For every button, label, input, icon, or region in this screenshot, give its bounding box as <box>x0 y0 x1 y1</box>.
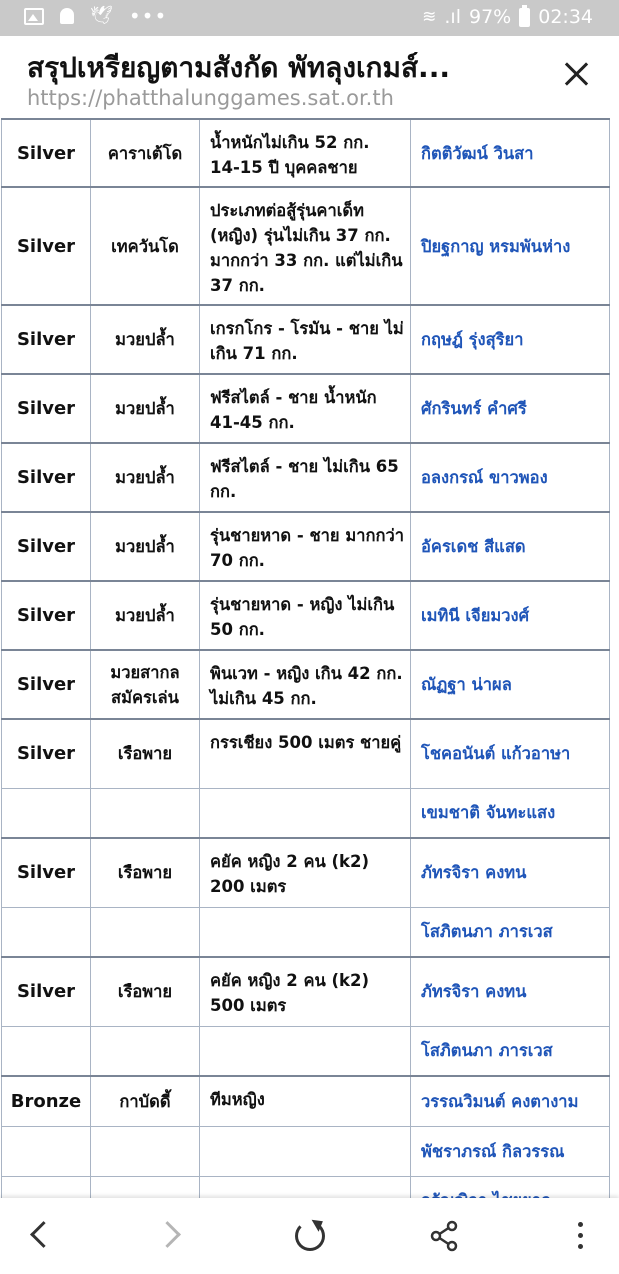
table-row <box>2 443 610 512</box>
sport-cell: มวยปล้ำ <box>91 374 200 443</box>
sport-cell: คาราเต้โด <box>91 119 200 187</box>
bottom-nav-bar <box>0 1198 619 1274</box>
athlete-link[interactable]: อัครเดช สีแสด <box>411 512 610 581</box>
athlete-link[interactable]: ณัฏฐา น่าผล <box>411 650 610 719</box>
table-row <box>2 119 610 187</box>
table-row <box>2 374 610 443</box>
battery-icon <box>519 8 530 27</box>
forward-arrow-icon[interactable] <box>152 1216 192 1256</box>
sport-cell: กาบัดดี้ <box>91 1076 200 1126</box>
table-row <box>2 581 610 650</box>
table-row <box>2 650 610 719</box>
medal-cell <box>2 1026 91 1076</box>
medal-cell: Silver <box>2 512 91 581</box>
sport-cell: เทควันโด <box>91 187 200 305</box>
more-vertical-icon[interactable] <box>560 1216 600 1256</box>
event-cell: รุ่นชายหาด - ชาย มากกว่า 70 กก. <box>200 512 411 581</box>
table-row <box>2 187 610 305</box>
athlete-link[interactable]: ปิยฐกาญ หรมพันห่าง <box>411 187 610 305</box>
image-icon <box>24 8 44 25</box>
athlete-link[interactable]: เมทินี เจียมวงศ์ <box>411 581 610 650</box>
event-cell: คยัค หญิง 2 คน (k2) 500 เมตร <box>200 957 411 1026</box>
medal-cell: Silver <box>2 119 91 187</box>
back-arrow-icon[interactable] <box>20 1216 60 1256</box>
table-row <box>2 1026 610 1076</box>
table-row <box>2 719 610 788</box>
battery-percent: 97% <box>469 6 512 28</box>
sport-cell: เรือพาย <box>91 957 200 1026</box>
athlete-link[interactable]: กิตติวัฒน์ วินสา <box>411 119 610 187</box>
clock: 02:34 <box>538 6 593 28</box>
sport-cell <box>91 1126 200 1176</box>
medal-cell <box>2 788 91 838</box>
athlete-link[interactable]: ภัทรจิรา คงทน <box>411 957 610 1026</box>
reload-icon[interactable] <box>290 1216 330 1256</box>
medal-cell: Silver <box>2 957 91 1026</box>
medal-cell: Silver <box>2 305 91 374</box>
page-content[interactable] <box>0 118 619 1198</box>
sport-cell: มวยปล้ำ <box>91 512 200 581</box>
table-row <box>2 838 610 907</box>
status-bar-notifications <box>24 6 167 26</box>
event-cell: พินเวท - หญิง เกิน 42 กก. ไม่เกิน 45 กก. <box>200 650 411 719</box>
event-cell: ฟรีสไตล์ - ชาย ไม่เกิน 65 กก. <box>200 443 411 512</box>
signal-icon: .ıl <box>444 6 461 28</box>
medal-cell: Silver <box>2 187 91 305</box>
athlete-link[interactable]: วรรณวิมนต์ คงตางาม <box>411 1076 610 1126</box>
event-cell: น้ำหนักไม่เกิน 52 กก. 14-15 ปี บุคคลชาย <box>200 119 411 187</box>
more-dots-icon: ••• <box>128 4 168 28</box>
medal-cell <box>2 1126 91 1176</box>
event-cell <box>200 1026 411 1076</box>
share-icon[interactable] <box>425 1216 465 1256</box>
custom-tab-header <box>0 36 619 118</box>
sport-cell <box>91 907 200 957</box>
medal-cell: Silver <box>2 374 91 443</box>
close-icon[interactable] <box>559 56 595 92</box>
event-cell: ฟรีสไตล์ - ชาย น้ำหนัก 41-45 กก. <box>200 374 411 443</box>
table-row <box>2 305 610 374</box>
table-row <box>2 907 610 957</box>
athlete-link[interactable]: โชคอนันต์ แก้วอาษา <box>411 719 610 788</box>
athlete-link[interactable]: ศักรินทร์ คำศรี <box>411 374 610 443</box>
sport-cell: มวยปล้ำ <box>91 443 200 512</box>
medal-cell: Silver <box>2 581 91 650</box>
sport-cell: มวยปล้ำ <box>91 305 200 374</box>
athlete-link[interactable]: ภัทรจิรา คงทน <box>411 838 610 907</box>
sport-cell <box>91 788 200 838</box>
bell-icon <box>60 8 74 24</box>
status-bar-system <box>422 6 593 28</box>
sport-cell: มวยสากลสมัครเล่น <box>91 650 200 719</box>
medal-cell: Silver <box>2 443 91 512</box>
athlete-link[interactable]: กฤษฎ์ รุ่งสุริยา <box>411 305 610 374</box>
sport-cell: มวยปล้ำ <box>91 581 200 650</box>
athlete-link[interactable]: พัชราภรณ์ กิลวรรณ <box>411 1126 610 1176</box>
page-title: สรุปเหรียญตามสังกัด พัทลุงเกมส์... <box>27 51 450 84</box>
event-cell: ประเภทต่อสู้รุ่นคาเด็ท (หญิง) รุ่นไม่เกิน 37 กก. มากกว่า 33 กก. แต่ไม่เกิน 37 กก. <box>200 187 411 305</box>
event-cell: รุ่นชายหาด - หญิง ไม่เกิน 50 กก. <box>200 581 411 650</box>
athlete-link[interactable]: โสภิตนภา ภารเวส <box>411 1026 610 1076</box>
event-cell: เกรกโกร - โรมัน - ชาย ไม่เกิน 71 กก. <box>200 305 411 374</box>
medal-table <box>1 118 610 1227</box>
table-row <box>2 957 610 1026</box>
event-cell: ทีมหญิง <box>200 1076 411 1126</box>
medal-cell: Silver <box>2 838 91 907</box>
event-cell: คยัค หญิง 2 คน (k2) 200 เมตร <box>200 838 411 907</box>
event-cell <box>200 788 411 838</box>
medal-cell: Silver <box>2 719 91 788</box>
wifi-icon: ≋ <box>422 7 437 27</box>
table-row <box>2 1126 610 1176</box>
athlete-link[interactable]: โสภิตนภา ภารเวส <box>411 907 610 957</box>
medal-cell <box>2 907 91 957</box>
table-row <box>2 788 610 838</box>
athlete-link[interactable]: อลงกรณ์ ขาวพอง <box>411 443 610 512</box>
medal-cell: Bronze <box>2 1076 91 1126</box>
bird-icon: 🕊 <box>90 5 113 26</box>
table-row <box>2 1076 610 1126</box>
athlete-link[interactable]: เขมชาติ จันทะแสง <box>411 788 610 838</box>
table-row <box>2 512 610 581</box>
event-cell <box>200 1126 411 1176</box>
page-url[interactable]: https://phatthalunggames.sat.or.th <box>27 86 394 110</box>
status-bar <box>0 0 619 36</box>
event-cell <box>200 907 411 957</box>
sport-cell <box>91 1026 200 1076</box>
event-cell: กรรเชียง 500 เมตร ชายคู่ <box>200 719 411 788</box>
sport-cell: เรือพาย <box>91 838 200 907</box>
medal-cell: Silver <box>2 650 91 719</box>
sport-cell: เรือพาย <box>91 719 200 788</box>
